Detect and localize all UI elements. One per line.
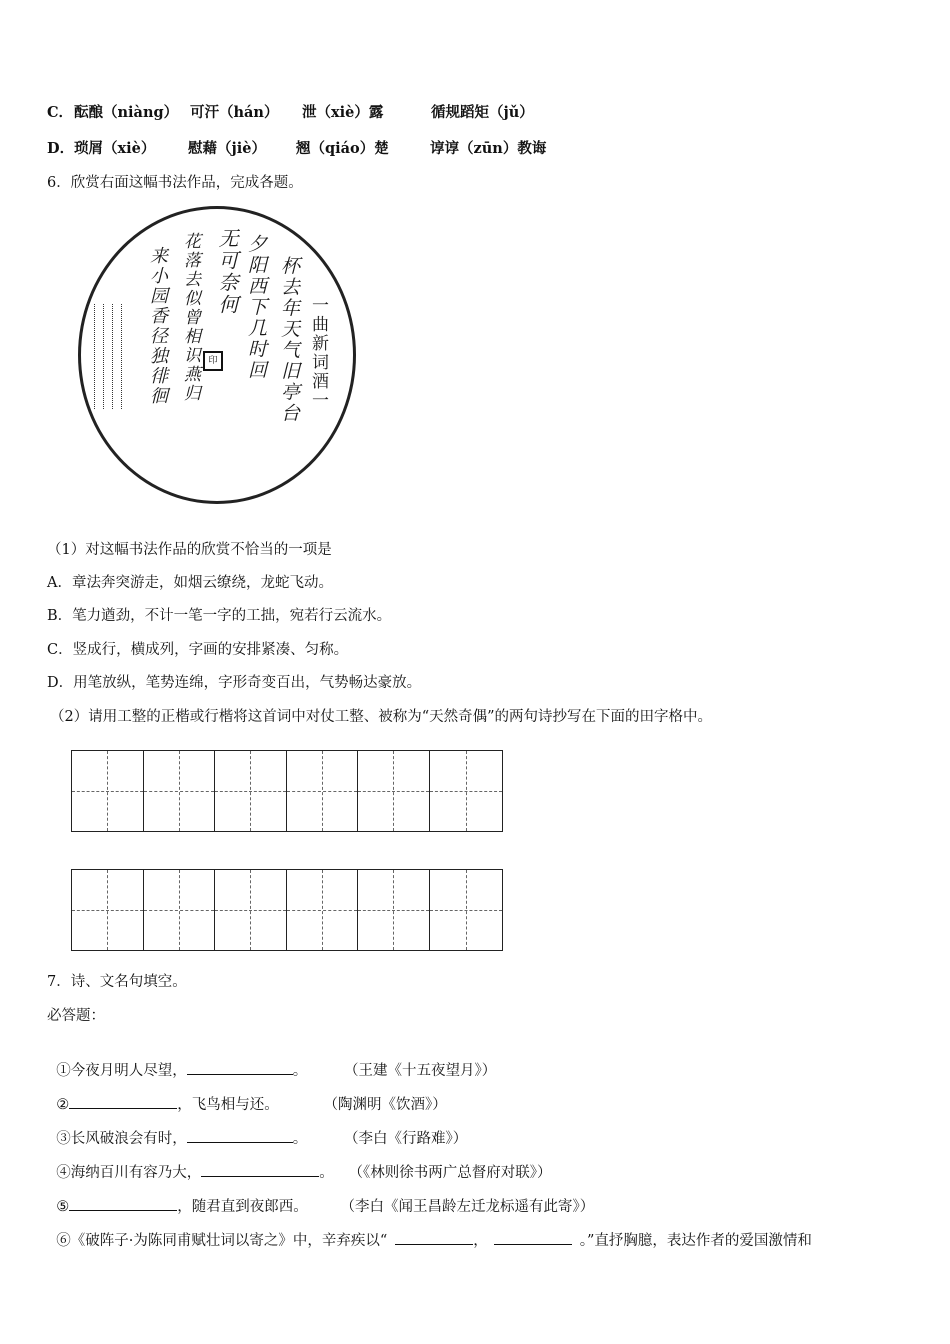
q7-item-4: ④海纳百川有容乃大， 。 （《林则徐书两广总督府对联》） — [47, 1141, 551, 1183]
artwork-column-4: 无可奈何 — [215, 228, 239, 316]
blank-6b[interactable] — [494, 1229, 572, 1245]
tian-grid-1[interactable] — [71, 750, 503, 832]
option-d-letter: D． — [47, 140, 75, 157]
option-c-item-2: 可汗（hán） — [190, 104, 279, 121]
option-d-item-3: 翘（qiáo）楚 — [296, 140, 389, 157]
q7-required-label: 必答题： — [47, 1008, 105, 1024]
option-d-item-2: 慰藉（jiè） — [188, 140, 266, 157]
artwork-seal: 印 — [203, 351, 223, 371]
artwork-column-6: 来小园香径独徘徊 — [147, 246, 168, 406]
option-d-item-4: 谆谆（zūn）教诲 — [430, 140, 547, 157]
q7-item-5: ⑤ ，随君直到夜郎西。 （李白《闻王昌龄左迁龙标遥有此寄》） — [47, 1175, 594, 1217]
artwork-column-2: 杯去年天气旧亭台 — [278, 256, 300, 424]
q6-option-c: C．竖成行，横成列，字画的安排紧凑、匀称。 — [47, 642, 349, 658]
blank-6a[interactable] — [395, 1229, 473, 1245]
q7-title: 7．诗、文名句填空。 — [47, 974, 187, 990]
q6-title: 6．欣赏右面这幅书法作品，完成各题。 — [47, 175, 303, 191]
q7-item-1: ①今夜月明人尽望， 。 （王建《十五夜望月》） — [47, 1039, 496, 1081]
q7-item-3: ③长风破浪会有时， 。 （李白《行路难》） — [47, 1107, 467, 1149]
q7-item-2: ② ，飞鸟相与还。 （陶渊明《饮酒》） — [47, 1073, 447, 1115]
option-c-item-3: 泄（xiè）露 — [302, 104, 384, 121]
q6-sub2: （2）请用工整的正楷或行楷将这首词中对仗工整、被称为“天然奇偶”的两句诗抄写在下面的田字格中。 — [50, 709, 713, 725]
option-d-item-1: 琐屑（xiè） — [74, 140, 156, 157]
q6-sub1: （1）对这幅书法作品的欣赏不恰当的一项是 — [47, 542, 332, 558]
option-c-item-1: 酝酿（niàng） — [74, 104, 179, 121]
q6-option-a: A．章法奔突游走，如烟云缭绕，龙蛇飞动。 — [47, 575, 333, 591]
artwork-column-5: 花落去似曾相识燕归 — [180, 232, 200, 403]
option-c-letter: C． — [47, 104, 74, 121]
tian-grid-2[interactable] — [71, 869, 503, 951]
artwork-column-1: 一曲新词酒一 — [308, 296, 328, 410]
calligraphy-artwork — [78, 206, 356, 502]
q6-option-d: D．用笔放纵，笔势连绵，字形奇变百出，气势畅达豪放。 — [47, 675, 422, 691]
option-c-item-4: 循规蹈矩（jǔ） — [431, 104, 534, 121]
q6-option-b: B．笔力遒劲，不计一笔一字的工拙，宛若行云流水。 — [47, 608, 392, 624]
q7-item-6: ⑥《破阵子·为陈同甫赋壮词以寄之》中，辛弃疾以“ ， 。”直抒胸臆，表达作者的爱国激情和 — [47, 1209, 812, 1251]
artwork-column-3: 夕阳西下几时回 — [245, 234, 267, 381]
artwork-inscription — [94, 304, 134, 414]
